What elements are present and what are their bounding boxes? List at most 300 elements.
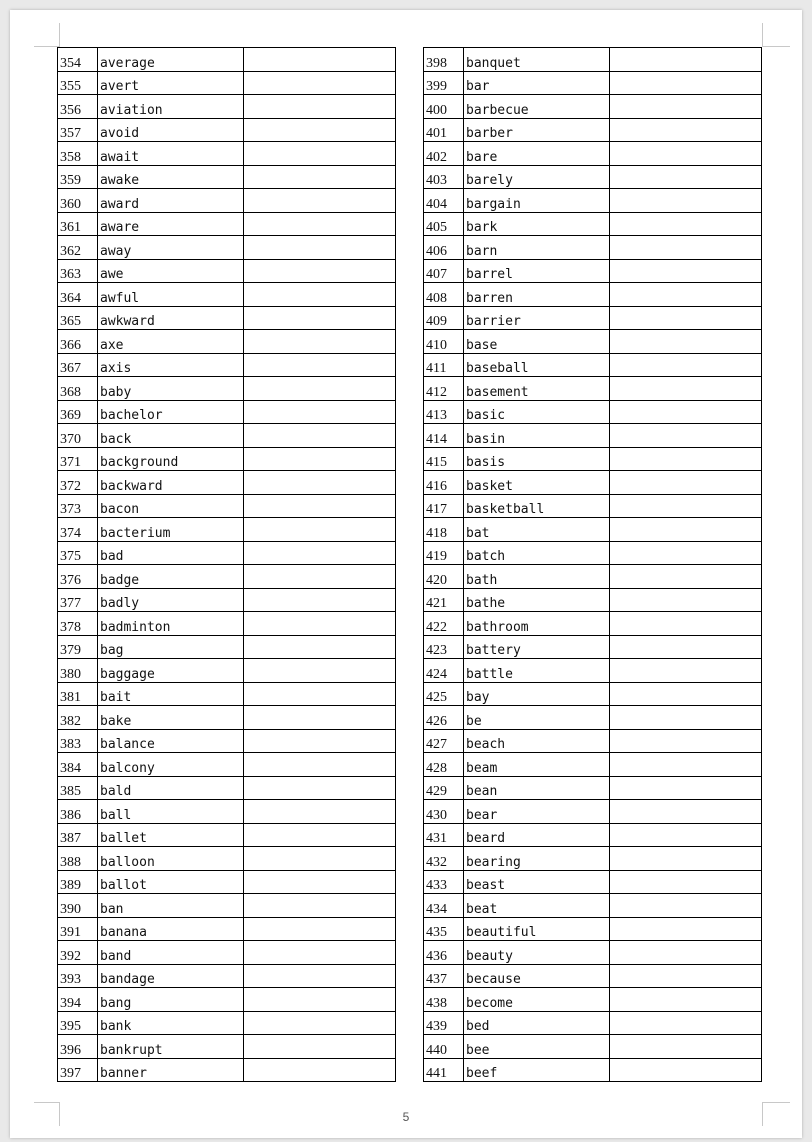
- meaning-cell: [244, 894, 396, 918]
- table-row: [424, 941, 762, 965]
- meaning-cell: [610, 823, 762, 847]
- word-number-cell: 387: [58, 823, 98, 847]
- meaning-cell: [244, 659, 396, 683]
- word-cell: banana: [98, 917, 244, 941]
- table-row: [424, 706, 762, 730]
- word-cell: bargain: [464, 189, 610, 213]
- word-number-cell: 436: [424, 941, 464, 965]
- table-row: [424, 964, 762, 988]
- meaning-cell: [610, 541, 762, 565]
- word-cell: basin: [464, 424, 610, 448]
- table-row: [424, 988, 762, 1012]
- word-cell: away: [98, 236, 244, 260]
- word-number-cell: 415: [424, 447, 464, 471]
- word-cell: beautiful: [464, 917, 610, 941]
- word-number-cell: 386: [58, 800, 98, 824]
- word-number-cell: 426: [424, 706, 464, 730]
- meaning-cell: [244, 588, 396, 612]
- word-number-cell: 370: [58, 424, 98, 448]
- document-page: [10, 10, 802, 1138]
- meaning-cell: [244, 1035, 396, 1059]
- meaning-cell: [610, 894, 762, 918]
- table-row: [58, 635, 396, 659]
- table-row: [424, 353, 762, 377]
- word-cell: balcony: [98, 753, 244, 777]
- meaning-cell: [244, 682, 396, 706]
- word-number-cell: 392: [58, 941, 98, 965]
- meaning-cell: [244, 847, 396, 871]
- meaning-cell: [244, 823, 396, 847]
- word-cell: because: [464, 964, 610, 988]
- word-number-cell: 402: [424, 142, 464, 166]
- word-cell: beam: [464, 753, 610, 777]
- word-cell: bean: [464, 776, 610, 800]
- word-number-cell: 364: [58, 283, 98, 307]
- word-number-cell: 356: [58, 95, 98, 119]
- meaning-cell: [610, 635, 762, 659]
- word-number-cell: 438: [424, 988, 464, 1012]
- meaning-cell: [610, 917, 762, 941]
- word-cell: beast: [464, 870, 610, 894]
- word-cell: become: [464, 988, 610, 1012]
- table-row: [424, 847, 762, 871]
- meaning-cell: [610, 682, 762, 706]
- meaning-cell: [244, 353, 396, 377]
- word-cell: bed: [464, 1011, 610, 1035]
- meaning-cell: [610, 283, 762, 307]
- table-row: [58, 447, 396, 471]
- word-number-cell: 400: [424, 95, 464, 119]
- meaning-cell: [244, 471, 396, 495]
- word-cell: await: [98, 142, 244, 166]
- word-cell: barrier: [464, 306, 610, 330]
- table-row: [58, 471, 396, 495]
- table-row: [58, 917, 396, 941]
- word-cell: bathroom: [464, 612, 610, 636]
- table-row: [58, 306, 396, 330]
- word-number-cell: 378: [58, 612, 98, 636]
- word-cell: basket: [464, 471, 610, 495]
- word-cell: bee: [464, 1035, 610, 1059]
- meaning-cell: [610, 212, 762, 236]
- meaning-cell: [610, 776, 762, 800]
- table-row: [424, 48, 762, 72]
- word-cell: bandage: [98, 964, 244, 988]
- word-cell: bathe: [464, 588, 610, 612]
- table-row: [58, 823, 396, 847]
- word-cell: battery: [464, 635, 610, 659]
- word-cell: aware: [98, 212, 244, 236]
- table-row: [424, 212, 762, 236]
- table-row: [424, 823, 762, 847]
- vocab-table-left: [57, 47, 396, 1082]
- word-number-cell: 433: [424, 870, 464, 894]
- meaning-cell: [244, 306, 396, 330]
- word-cell: awe: [98, 259, 244, 283]
- meaning-cell: [244, 706, 396, 730]
- meaning-cell: [610, 706, 762, 730]
- word-number-cell: 417: [424, 494, 464, 518]
- table-row: [58, 189, 396, 213]
- word-cell: bare: [464, 142, 610, 166]
- word-number-cell: 432: [424, 847, 464, 871]
- table-row: [424, 118, 762, 142]
- table-row: [58, 377, 396, 401]
- word-cell: basis: [464, 447, 610, 471]
- table-row: [58, 353, 396, 377]
- word-cell: band: [98, 941, 244, 965]
- table-row: [424, 447, 762, 471]
- vocab-table-right: [423, 47, 762, 1082]
- word-cell: bat: [464, 518, 610, 542]
- word-number-cell: 383: [58, 729, 98, 753]
- meaning-cell: [610, 71, 762, 95]
- word-number-cell: 393: [58, 964, 98, 988]
- word-cell: awkward: [98, 306, 244, 330]
- word-number-cell: 372: [58, 471, 98, 495]
- word-number-cell: 360: [58, 189, 98, 213]
- table-row: [424, 753, 762, 777]
- word-number-cell: 404: [424, 189, 464, 213]
- word-number-cell: 362: [58, 236, 98, 260]
- word-number-cell: 425: [424, 682, 464, 706]
- table-row: [58, 776, 396, 800]
- word-number-cell: 408: [424, 283, 464, 307]
- word-cell: barren: [464, 283, 610, 307]
- page-number: 5: [402, 1110, 410, 1124]
- crop-mark: [762, 46, 790, 47]
- table-row: [58, 259, 396, 283]
- table-row: [424, 776, 762, 800]
- table-row: [58, 800, 396, 824]
- table-row: [424, 1058, 762, 1082]
- word-number-cell: 373: [58, 494, 98, 518]
- table-row: [424, 142, 762, 166]
- word-number-cell: 391: [58, 917, 98, 941]
- meaning-cell: [610, 1011, 762, 1035]
- word-cell: beat: [464, 894, 610, 918]
- table-row: [424, 682, 762, 706]
- meaning-cell: [610, 1058, 762, 1082]
- table-row: [424, 1035, 762, 1059]
- word-number-cell: 359: [58, 165, 98, 189]
- table-row: [424, 565, 762, 589]
- word-number-cell: 361: [58, 212, 98, 236]
- word-number-cell: 389: [58, 870, 98, 894]
- word-cell: batch: [464, 541, 610, 565]
- meaning-cell: [610, 424, 762, 448]
- table-row: [424, 588, 762, 612]
- word-cell: bag: [98, 635, 244, 659]
- table-row: [424, 635, 762, 659]
- table-row: [424, 236, 762, 260]
- word-cell: ballet: [98, 823, 244, 847]
- word-number-cell: 397: [58, 1058, 98, 1082]
- word-number-cell: 369: [58, 400, 98, 424]
- word-number-cell: 406: [424, 236, 464, 260]
- word-cell: bait: [98, 682, 244, 706]
- table-row: [424, 894, 762, 918]
- word-cell: aviation: [98, 95, 244, 119]
- word-number-cell: 405: [424, 212, 464, 236]
- meaning-cell: [610, 659, 762, 683]
- word-cell: bank: [98, 1011, 244, 1035]
- word-number-cell: 366: [58, 330, 98, 354]
- crop-mark: [34, 1102, 60, 1103]
- table-row: [424, 800, 762, 824]
- table-row: [58, 118, 396, 142]
- table-row: [58, 71, 396, 95]
- table-row: [58, 283, 396, 307]
- word-number-cell: 421: [424, 588, 464, 612]
- word-cell: barn: [464, 236, 610, 260]
- word-number-cell: 423: [424, 635, 464, 659]
- table-row: [58, 659, 396, 683]
- meaning-cell: [244, 71, 396, 95]
- word-cell: balloon: [98, 847, 244, 871]
- word-cell: awful: [98, 283, 244, 307]
- word-cell: baby: [98, 377, 244, 401]
- meaning-cell: [610, 964, 762, 988]
- word-cell: barber: [464, 118, 610, 142]
- meaning-cell: [244, 330, 396, 354]
- meaning-cell: [610, 988, 762, 1012]
- word-number-cell: 379: [58, 635, 98, 659]
- crop-mark: [762, 1102, 790, 1103]
- meaning-cell: [244, 1011, 396, 1035]
- table-row: [58, 988, 396, 1012]
- word-number-cell: 403: [424, 165, 464, 189]
- word-number-cell: 416: [424, 471, 464, 495]
- meaning-cell: [610, 753, 762, 777]
- word-cell: barrel: [464, 259, 610, 283]
- table-row: [424, 283, 762, 307]
- table-row: [424, 400, 762, 424]
- word-cell: bake: [98, 706, 244, 730]
- table-row: [58, 212, 396, 236]
- table-row: [58, 682, 396, 706]
- table-row: [58, 706, 396, 730]
- word-cell: bear: [464, 800, 610, 824]
- word-number-cell: 429: [424, 776, 464, 800]
- word-cell: beauty: [464, 941, 610, 965]
- meaning-cell: [610, 447, 762, 471]
- table-row: [424, 259, 762, 283]
- word-number-cell: 410: [424, 330, 464, 354]
- meaning-cell: [610, 95, 762, 119]
- word-number-cell: 358: [58, 142, 98, 166]
- table-row: [424, 377, 762, 401]
- meaning-cell: [244, 518, 396, 542]
- word-number-cell: 394: [58, 988, 98, 1012]
- meaning-cell: [244, 541, 396, 565]
- table-row: [58, 1011, 396, 1035]
- word-number-cell: 427: [424, 729, 464, 753]
- word-cell: banquet: [464, 48, 610, 72]
- word-cell: bacterium: [98, 518, 244, 542]
- word-number-cell: 377: [58, 588, 98, 612]
- table-row: [424, 330, 762, 354]
- word-number-cell: 418: [424, 518, 464, 542]
- meaning-cell: [244, 400, 396, 424]
- word-cell: average: [98, 48, 244, 72]
- word-cell: basement: [464, 377, 610, 401]
- word-number-cell: 375: [58, 541, 98, 565]
- meaning-cell: [610, 847, 762, 871]
- meaning-cell: [610, 800, 762, 824]
- meaning-cell: [244, 753, 396, 777]
- table-row: [58, 165, 396, 189]
- word-number-cell: 419: [424, 541, 464, 565]
- meaning-cell: [610, 518, 762, 542]
- meaning-cell: [610, 588, 762, 612]
- word-cell: ballot: [98, 870, 244, 894]
- meaning-cell: [610, 400, 762, 424]
- word-number-cell: 412: [424, 377, 464, 401]
- meaning-cell: [244, 612, 396, 636]
- meaning-cell: [244, 917, 396, 941]
- table-row: [424, 471, 762, 495]
- meaning-cell: [610, 941, 762, 965]
- meaning-cell: [610, 118, 762, 142]
- meaning-cell: [244, 800, 396, 824]
- table-row: [58, 541, 396, 565]
- table-row: [58, 753, 396, 777]
- word-number-cell: 365: [58, 306, 98, 330]
- table-row: [58, 48, 396, 72]
- word-number-cell: 414: [424, 424, 464, 448]
- word-number-cell: 440: [424, 1035, 464, 1059]
- meaning-cell: [244, 377, 396, 401]
- word-number-cell: 381: [58, 682, 98, 706]
- word-cell: bald: [98, 776, 244, 800]
- word-cell: baseball: [464, 353, 610, 377]
- table-row: [58, 964, 396, 988]
- word-number-cell: 409: [424, 306, 464, 330]
- word-cell: badly: [98, 588, 244, 612]
- word-number-cell: 374: [58, 518, 98, 542]
- word-number-cell: 428: [424, 753, 464, 777]
- table-row: [424, 424, 762, 448]
- word-number-cell: 367: [58, 353, 98, 377]
- meaning-cell: [244, 142, 396, 166]
- meaning-cell: [244, 165, 396, 189]
- table-row: [424, 612, 762, 636]
- word-number-cell: 355: [58, 71, 98, 95]
- meaning-cell: [610, 165, 762, 189]
- word-cell: bankrupt: [98, 1035, 244, 1059]
- word-number-cell: 385: [58, 776, 98, 800]
- word-number-cell: 441: [424, 1058, 464, 1082]
- meaning-cell: [610, 48, 762, 72]
- meaning-cell: [244, 48, 396, 72]
- word-cell: basketball: [464, 494, 610, 518]
- word-number-cell: 376: [58, 565, 98, 589]
- word-number-cell: 407: [424, 259, 464, 283]
- word-number-cell: 390: [58, 894, 98, 918]
- table-row: [58, 95, 396, 119]
- word-number-cell: 431: [424, 823, 464, 847]
- table-row: [58, 142, 396, 166]
- word-number-cell: 434: [424, 894, 464, 918]
- word-number-cell: 435: [424, 917, 464, 941]
- word-cell: beef: [464, 1058, 610, 1082]
- table-row: [58, 424, 396, 448]
- table-row: [424, 95, 762, 119]
- word-cell: barely: [464, 165, 610, 189]
- word-cell: ball: [98, 800, 244, 824]
- meaning-cell: [244, 447, 396, 471]
- meaning-cell: [610, 259, 762, 283]
- word-cell: be: [464, 706, 610, 730]
- word-number-cell: 396: [58, 1035, 98, 1059]
- word-number-cell: 437: [424, 964, 464, 988]
- table-row: [58, 588, 396, 612]
- word-cell: bearing: [464, 847, 610, 871]
- table-row: [424, 306, 762, 330]
- meaning-cell: [244, 941, 396, 965]
- word-cell: battle: [464, 659, 610, 683]
- meaning-cell: [244, 964, 396, 988]
- table-row: [424, 541, 762, 565]
- word-number-cell: 398: [424, 48, 464, 72]
- word-cell: bacon: [98, 494, 244, 518]
- table-row: [58, 236, 396, 260]
- word-cell: bark: [464, 212, 610, 236]
- table-row: [58, 847, 396, 871]
- table-row: [58, 729, 396, 753]
- table-row: [424, 189, 762, 213]
- table-row: [424, 917, 762, 941]
- table-row: [58, 1058, 396, 1082]
- table-row: [424, 71, 762, 95]
- table-row: [58, 612, 396, 636]
- word-cell: bad: [98, 541, 244, 565]
- table-row: [58, 941, 396, 965]
- word-cell: bang: [98, 988, 244, 1012]
- meaning-cell: [610, 377, 762, 401]
- table-row: [58, 1035, 396, 1059]
- meaning-cell: [610, 494, 762, 518]
- table-row: [424, 518, 762, 542]
- word-number-cell: 363: [58, 259, 98, 283]
- meaning-cell: [610, 236, 762, 260]
- word-cell: baggage: [98, 659, 244, 683]
- meaning-cell: [244, 236, 396, 260]
- word-number-cell: 413: [424, 400, 464, 424]
- word-cell: bachelor: [98, 400, 244, 424]
- table-row: [424, 659, 762, 683]
- word-number-cell: 420: [424, 565, 464, 589]
- table-row: [424, 729, 762, 753]
- meaning-cell: [610, 870, 762, 894]
- meaning-cell: [610, 353, 762, 377]
- table-row: [424, 494, 762, 518]
- table-row: [58, 518, 396, 542]
- table-row: [58, 870, 396, 894]
- meaning-cell: [610, 306, 762, 330]
- word-cell: avoid: [98, 118, 244, 142]
- word-cell: axis: [98, 353, 244, 377]
- meaning-cell: [244, 988, 396, 1012]
- word-number-cell: 388: [58, 847, 98, 871]
- word-cell: barbecue: [464, 95, 610, 119]
- meaning-cell: [244, 1058, 396, 1082]
- word-number-cell: 357: [58, 118, 98, 142]
- meaning-cell: [244, 118, 396, 142]
- word-cell: ban: [98, 894, 244, 918]
- meaning-cell: [610, 471, 762, 495]
